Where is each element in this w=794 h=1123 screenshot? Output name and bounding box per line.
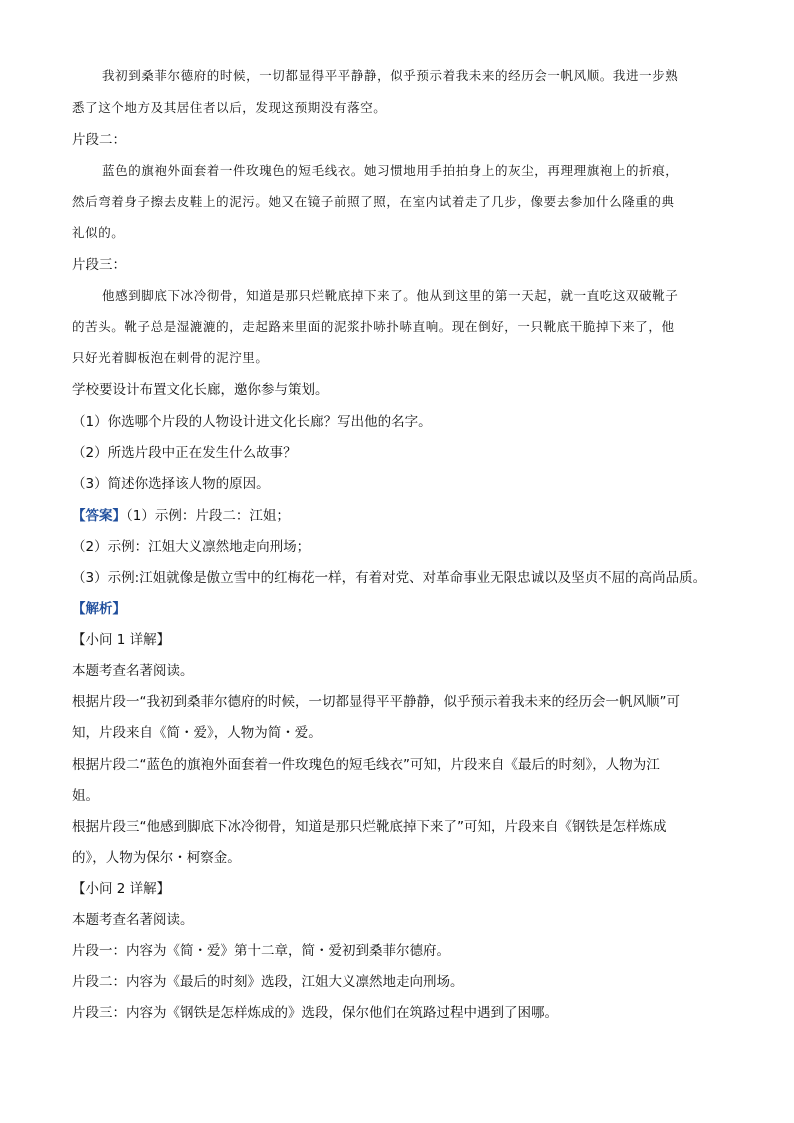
question: （2）所选片段中正在发生什么故事？ [72,445,297,461]
analysis-line: 根据片段三“他感到脚底下冰冷彻骨，知道是那只烂靴底掉下来了”可知，片段来自《钢铁是怎样炼成 [72,819,667,835]
task-statement: 学校要设计布置文化长廊，邀你参与策划。 [72,382,329,398]
passage1-line: 悉了这个地方及其居住者以后，发现这预期没有落空。 [72,100,387,115]
analysis-label: 【解析】 [72,601,126,617]
subquestion-heading: 【小问 1 详解】 [72,632,171,648]
passage1-line: 我初到桑菲尔德府的时候，一切都显得平平静静，似乎预示着我未来的经历会一帆风顺。我进一步熟 [102,68,679,83]
analysis-line: 片段二：内容为《最后的时刻》选段，江姐大义凛然地走向刑场。 [72,974,464,990]
passage3-line: 只好光着脚板泡在刺骨的泥泞里。 [72,350,269,365]
answer-line: （3）示例:江姐就像是傲立雪中的红梅花一样，有着对党、对革命事业无限忠诚以及坚贞不屈的高尚品质。 [72,570,707,586]
passage2-line: 然后弯着身子擦去皮鞋上的泥污。她又在镜子前照了照，在室内试着走了几步，像要去参加什么隆重的典 [72,194,675,209]
question: （1）你选哪个片段的人物设计进文化长廊？写出他的名字。 [72,414,432,430]
passage3-line: 的苦头。靴子总是湿漉漉的，走起路来里面的泥浆扑哧扑哧直响。现在倒好，一只靴底干脆掉下来了，他 [72,319,675,334]
analysis-line: 根据片段一“我初到桑菲尔德府的时候，一切都显得平平静静，似乎预示着我未来的经历会一帆风顺”可 [72,694,680,710]
answer-text: （1）示例：片段二：江姐； [126,508,290,524]
segment-heading: 片段二： [72,132,126,148]
analysis-line: 的》，人物为保尔・柯察金。 [72,850,241,866]
analysis-line: 本题考查名著阅读。 [72,912,194,928]
answer-label: 【答案】 [72,508,126,524]
answer-line [72,506,290,526]
analysis-line: 根据片段二“蓝色的旗袍外面套着一件玫瑰色的短毛线衣”可知，片段来自《最后的时刻》，人物为江 [72,757,660,773]
segment-heading: 片段三： [72,257,126,273]
passage2-line: 礼似的。 [72,225,125,240]
answer-line: （2）示例：江姐大义凛然地走向刑场； [72,539,311,555]
question: （3）简述你选择该人物的原因。 [72,476,270,492]
analysis-line: 片段三：内容为《钢铁是怎样炼成的》选段，保尔他们在筑路过程中遇到了困哪。 [72,1005,558,1021]
analysis-line: 姐。 [72,788,99,804]
passage2-line: 蓝色的旗袍外面套着一件玫瑰色的短毛线衣。她习惯地用手拍拍身上的灰尘，再理理旗袍上的折痕， [102,163,679,178]
subquestion-heading: 【小问 2 详解】 [72,881,171,897]
analysis-line: 知，片段来自《简・爱》，人物为简・爱。 [72,725,322,741]
analysis-line: 本题考查名著阅读。 [72,663,194,679]
analysis-line: 片段一：内容为《简・爱》第十二章，简・爱初到桑菲尔德府。 [72,943,450,959]
passage3-line: 他感到脚底下冰冷彻骨，知道是那只烂靴底掉下来了。他从到这里的第一天起，就一直吃这双破靴子 [102,288,679,303]
